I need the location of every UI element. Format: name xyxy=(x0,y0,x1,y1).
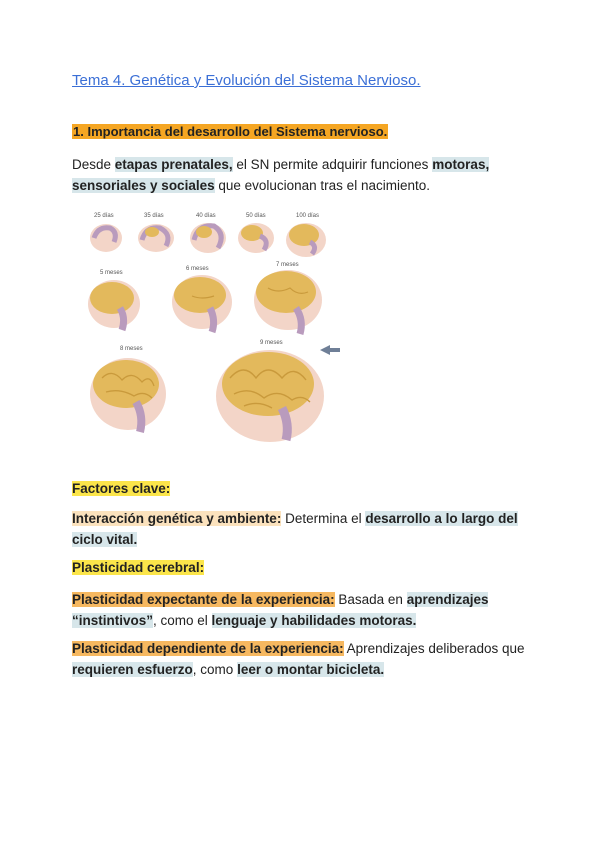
intro-paragraph xyxy=(72,154,532,196)
embryo-100-dias xyxy=(286,213,326,257)
figure-label-6-meses: 6 meses xyxy=(186,266,209,272)
brain-development-figure xyxy=(84,208,344,448)
dependiente-label: Plasticidad dependiente de la experiencia: xyxy=(72,641,344,656)
brain-5-meses xyxy=(88,270,140,330)
plasticidad-heading xyxy=(72,557,532,578)
interaccion-label: Interacción genética y ambiente: xyxy=(72,511,282,526)
factores-clave-heading xyxy=(72,478,532,499)
figure-label-100-dias: 100 días xyxy=(296,213,320,219)
intro-text-3: que evolucionan tras el nacimiento. xyxy=(214,178,430,193)
brain-8-meses xyxy=(90,346,166,432)
dependiente-paragraph xyxy=(72,638,532,680)
dependiente-text-1: Aprendizajes deliberados que xyxy=(343,641,525,656)
expectante-text-1: Basada en xyxy=(334,592,407,607)
brain-development-illustration xyxy=(84,208,344,448)
brain-6-meses xyxy=(172,266,232,332)
embryo-50-dias xyxy=(238,213,274,253)
intro-highlight-2: motoras, sensoriales y sociales xyxy=(72,157,490,193)
expectante-highlight-1: aprendizajes “instintivos” xyxy=(72,592,489,628)
plasticidad-label: Plasticidad cerebral: xyxy=(72,560,205,575)
dependiente-highlight-2: leer o montar bicicleta. xyxy=(237,662,385,677)
figure-label-5-meses: 5 meses xyxy=(100,270,123,276)
dependiente-text-2: , como xyxy=(192,662,238,677)
figure-label-7-meses: 7 meses xyxy=(276,262,299,268)
brain-7-meses xyxy=(254,262,322,334)
document-title[interactable]: Tema 4. Genética y Evolución del Sistema Nervioso. xyxy=(72,72,421,89)
embryo-25-dias xyxy=(90,213,122,252)
section-heading: 1. Importancia del desarrollo del Sistema nervioso. xyxy=(73,124,388,139)
factores-clave-label: Factores clave: xyxy=(72,481,171,496)
interaccion-text-1: Determina el xyxy=(281,511,366,526)
arrow-left-icon xyxy=(320,345,340,355)
embryo-40-dias xyxy=(190,213,226,253)
figure-label-9-meses: 9 meses xyxy=(260,340,283,346)
interaccion-highlight-1: desarrollo a lo largo del ciclo vital. xyxy=(72,511,518,547)
expectante-highlight-2: lenguaje y habilidades motoras. xyxy=(211,613,417,628)
intro-highlight-1: etapas prenatales, xyxy=(114,157,233,172)
figure-label-8-meses: 8 meses xyxy=(120,346,143,352)
figure-label-50-dias: 50 días xyxy=(246,213,266,219)
figure-label-35-dias: 35 días xyxy=(144,213,164,219)
brain-9-meses xyxy=(216,340,324,442)
intro-text-1: Desde xyxy=(72,157,115,172)
figure-label-40-dias: 40 días xyxy=(196,213,216,219)
expectante-text-2: , como el xyxy=(153,613,212,628)
dependiente-highlight-1: requieren esfuerzo xyxy=(72,662,193,677)
embryo-35-dias xyxy=(138,213,174,252)
expectante-paragraph xyxy=(72,589,532,631)
expectante-label: Plasticidad expectante de la experiencia: xyxy=(72,592,335,607)
intro-text-2: el SN permite adquirir funciones xyxy=(232,157,433,172)
interaccion-paragraph xyxy=(72,508,532,550)
figure-label-25-dias: 25 días xyxy=(94,213,114,219)
